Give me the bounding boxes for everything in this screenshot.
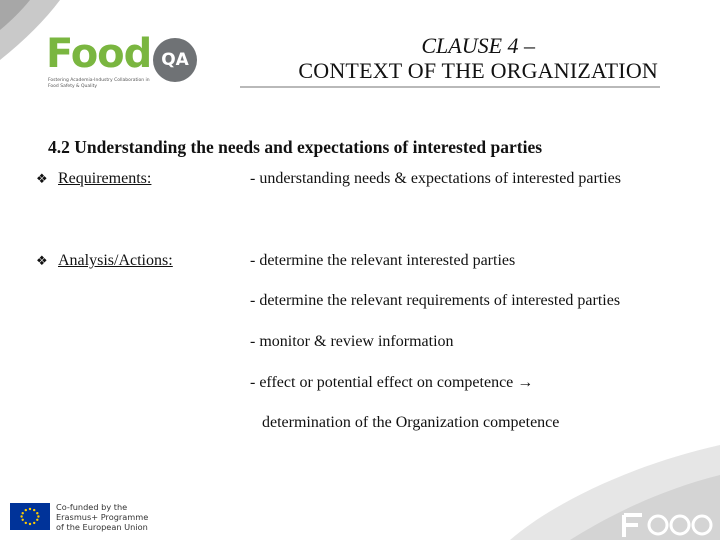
analysis-item-5: determination of the Organization competence [262,414,560,431]
analysis-item-1: - determine the relevant interested parties [250,252,516,269]
analysis-item-3: - monitor & review information [250,333,454,350]
diamond-bullet-icon: ❖ [36,172,48,187]
corner-decoration-bottom-right [510,445,720,540]
logo-word: Food [46,31,152,77]
slide-title [298,34,658,84]
section-heading: 4.2 Understanding the needs and expectations of interested parties [48,137,543,157]
title-divider [240,86,660,88]
requirements-item: - understanding needs & expectations of interested parties [250,170,621,187]
foodqa-logo [46,31,206,92]
requirements-label: ❖ Requirements: [36,170,152,187]
title-line-1: CLAUSE 4 – [421,33,536,58]
title-line-2: CONTEXT OF THE ORGANIZATION [298,58,658,83]
eu-cofunded-text: Co-funded by the Erasmus+ Programme of the European Union [56,502,149,532]
logo-tagline: Fostering Academia-Industry Collaboration in Food Safety & Quality [48,78,150,89]
analysis-actions-label: ❖ Analysis/Actions: [36,252,173,269]
analysis-item-2: - determine the relevant requirements of interested parties [250,292,621,309]
diamond-bullet-icon: ❖ [36,254,48,269]
analysis-item-4: - effect or potential effect on competence → [250,374,534,391]
logo-qa-badge: QA [153,38,197,82]
eu-flag-icon [10,503,50,530]
